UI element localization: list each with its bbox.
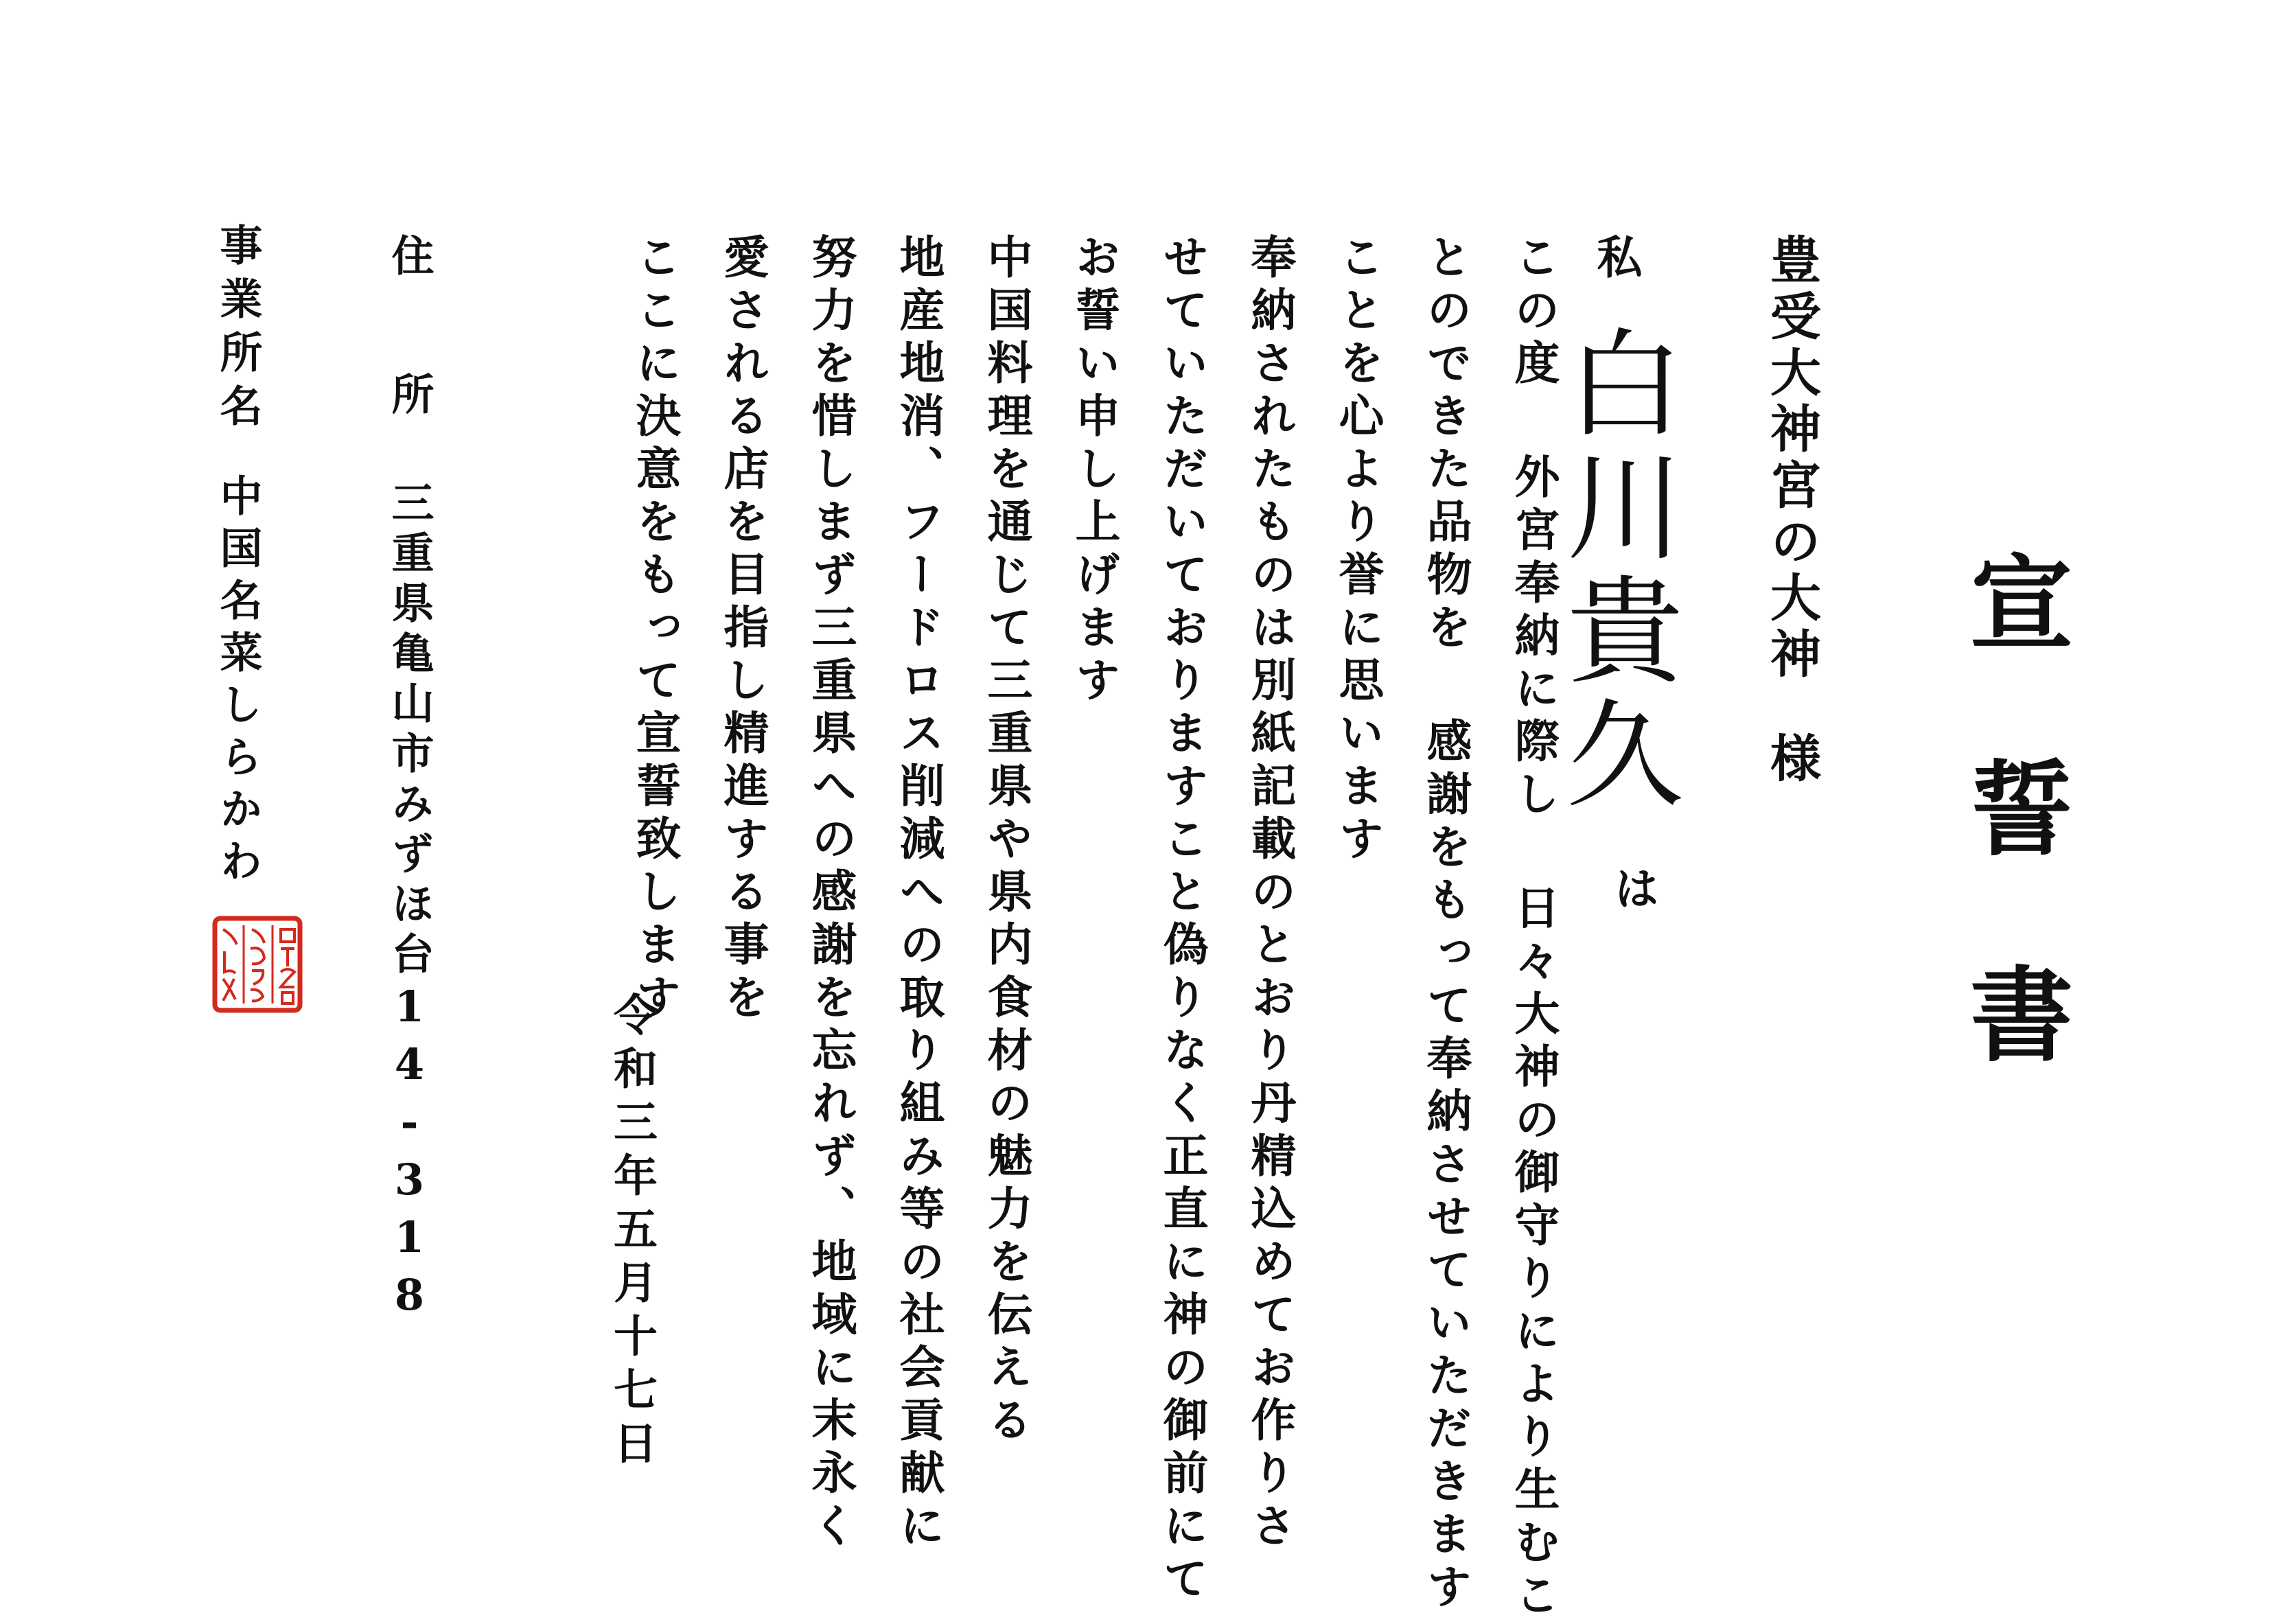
- body-line: 努力を惜しまず三重県への感謝を忘れず、地域に末永く: [804, 233, 857, 1555]
- declarant-suffix: は: [1606, 865, 1660, 910]
- addressee-name: 豊受大神宮の大神: [1762, 233, 1821, 684]
- body-line: 地産地消、フードロス削減への取り組み等の社会貢献に: [892, 233, 945, 1555]
- body-line: 中国料理を通じて三重県や県内食材の魅力を伝える: [980, 233, 1033, 1449]
- document-title: 宣誓書: [1952, 549, 2073, 1167]
- seal-glyph-marks: [223, 929, 237, 1001]
- body-line: お誓い申し上げます: [1067, 233, 1121, 709]
- seal-glyph-marks: [281, 929, 294, 1004]
- business-label: 事業所名: [213, 223, 263, 437]
- document-date: 令和三年五月十七日: [606, 992, 658, 1474]
- declarant-prefix: 私: [1589, 233, 1643, 279]
- company-seal-stamp: [209, 913, 305, 1016]
- body-line: とのできた品物を 感謝をもって奉納させていただきます: [1419, 233, 1472, 1616]
- body-line: せていただいておりますこと偽りなく正直に神の御前にて: [1155, 233, 1209, 1608]
- body-line: 奉納されたものは別紙記載のとおり丹精込めてお作りさ: [1243, 233, 1297, 1555]
- body-line: 愛される店を目指し精進する事を: [716, 233, 769, 1026]
- address-label: 住所: [384, 233, 435, 511]
- addressee: [1762, 233, 1821, 788]
- address-value: 三重県亀山市みずほ台14-318: [384, 480, 435, 1327]
- body-line: この度 外宮奉納に際し 日々大神の御守りにより生むこ: [1507, 233, 1560, 1624]
- declarant-name: 白川貴久: [1547, 323, 1682, 817]
- business-name: 中国名菜しらかわ: [213, 474, 263, 891]
- body-line: ことを心より誉に思います: [1331, 233, 1385, 868]
- body-line: ここに決意をもって宣誓致します: [628, 233, 682, 1026]
- seal-glyph-marks: [251, 929, 264, 1001]
- addressee-honorific: 様: [1762, 732, 1821, 788]
